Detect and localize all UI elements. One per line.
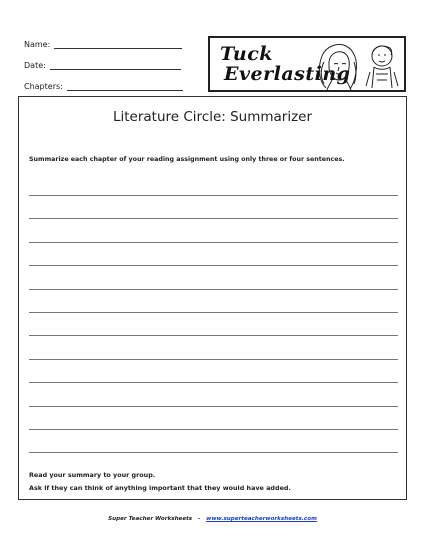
writing-line[interactable]	[29, 195, 398, 196]
name-label: Name:	[24, 40, 51, 49]
worksheet-box	[18, 96, 407, 500]
name-field[interactable]	[24, 40, 182, 49]
book-title-box	[208, 36, 406, 92]
note-line-1: Read your summary to your group.	[29, 471, 156, 479]
writing-line[interactable]	[29, 382, 398, 383]
character-illustration-icon	[312, 40, 400, 90]
instructions-text: Summarize each chapter of your reading assignment using only three or four sentences.	[29, 156, 345, 163]
writing-line[interactable]	[29, 312, 398, 313]
writing-line[interactable]	[29, 242, 398, 243]
note-line-2: Ask if they can think of anything important that they would have added.	[29, 484, 291, 492]
book-title-line1: Tuck	[220, 43, 273, 65]
footer-brand: Super Teacher Worksheets	[108, 516, 193, 522]
writing-line[interactable]	[29, 265, 398, 266]
writing-line[interactable]	[29, 289, 398, 290]
writing-line[interactable]	[29, 218, 398, 219]
worksheet-title: Literature Circle: Summarizer	[112, 109, 313, 125]
chapters-label: Chapters:	[24, 82, 63, 91]
writing-line[interactable]	[29, 359, 398, 360]
date-label: Date:	[24, 61, 46, 70]
footer-separator: -	[198, 516, 201, 522]
chapters-field[interactable]	[24, 82, 183, 91]
footer-url-link[interactable]: www.superteacherworksheets.com	[206, 516, 317, 522]
chapters-blank-line[interactable]	[67, 83, 183, 91]
writing-line[interactable]	[29, 452, 398, 453]
book-title-line2: Everlasting	[224, 63, 351, 85]
name-blank-line[interactable]	[54, 41, 182, 49]
writing-line[interactable]	[29, 335, 398, 336]
date-blank-line[interactable]	[50, 62, 181, 70]
writing-line[interactable]	[29, 429, 398, 430]
date-field[interactable]	[24, 61, 181, 70]
site-footer	[0, 516, 425, 522]
writing-line[interactable]	[29, 406, 398, 407]
